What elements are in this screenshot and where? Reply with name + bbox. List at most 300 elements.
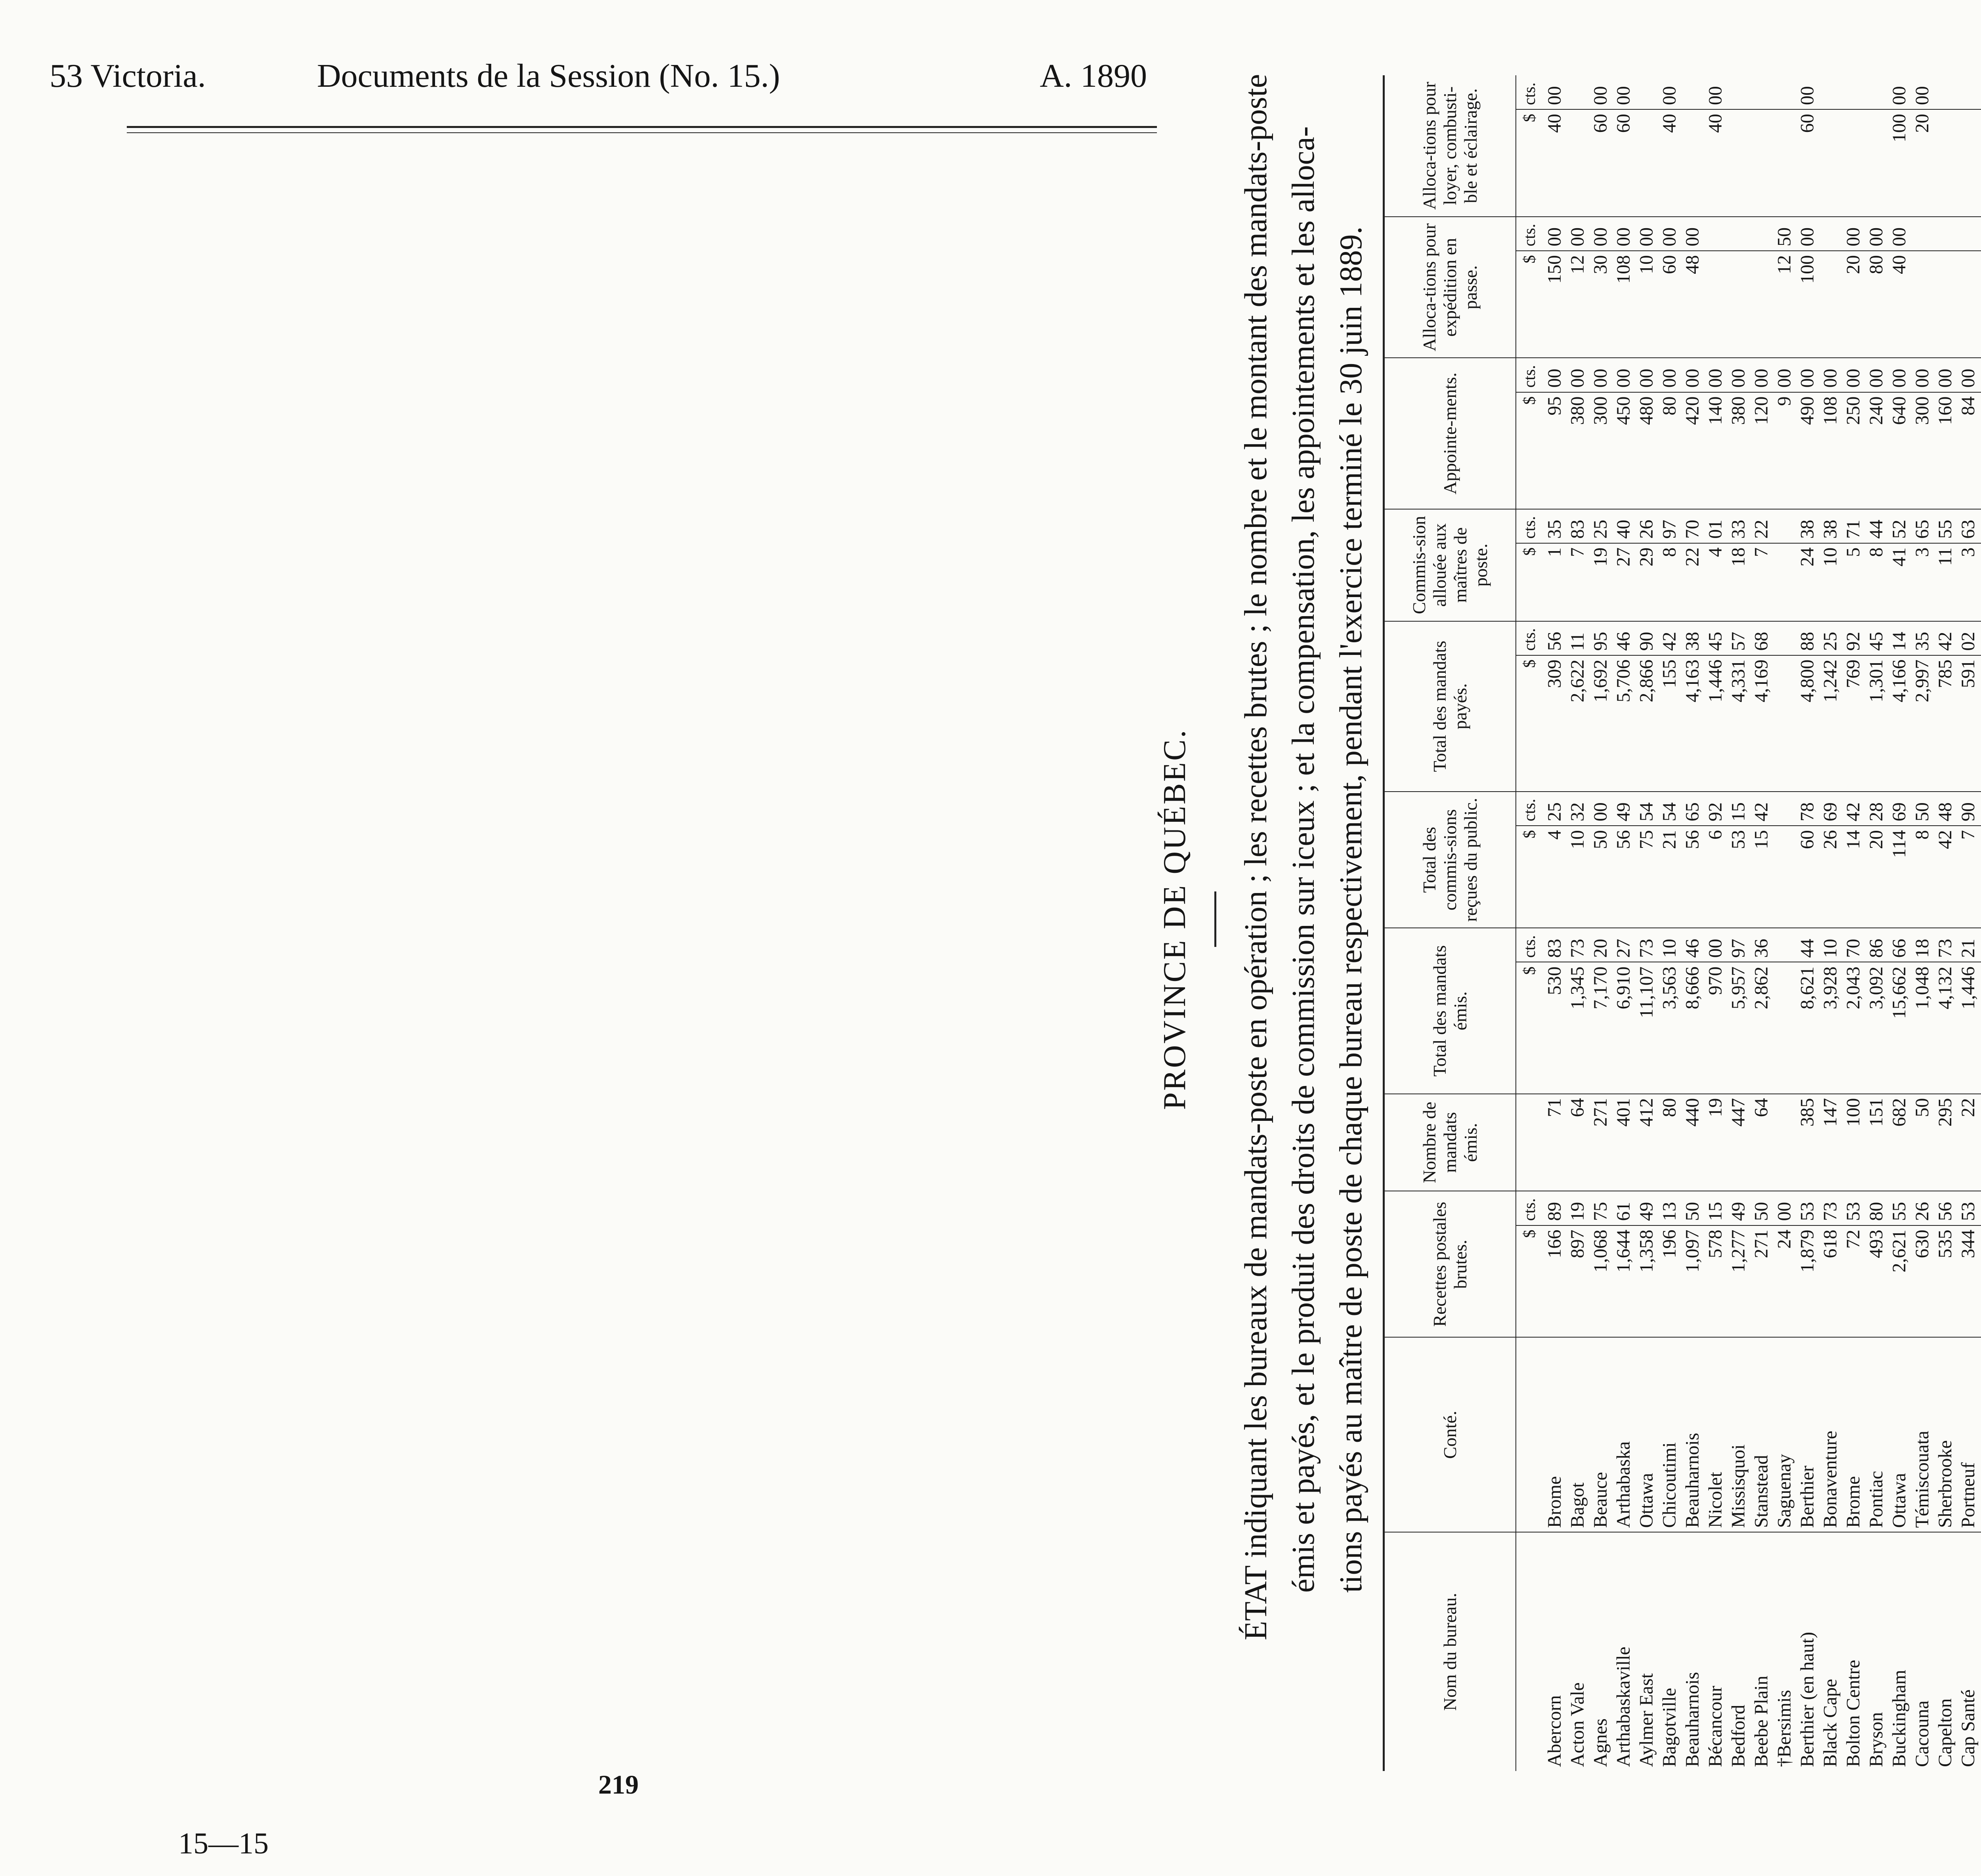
cell-alloc-loyer-cents: 00 (1658, 75, 1681, 109)
cell-total-emis-cents: 20 (1589, 928, 1612, 962)
cell-commissions-cents: 42 (1750, 792, 1773, 826)
table-row (1704, 75, 1727, 1771)
cell-total-payes-dollars: 5,706 (1612, 655, 1635, 792)
cell-alloc-expedition-cents (1911, 217, 1934, 251)
cell-total-emis-cents: 46 (1681, 928, 1704, 962)
cell-nombre: 50 (1911, 1094, 1934, 1191)
cell-recettes-cents: 61 (1612, 1191, 1635, 1225)
cell-total-payes-dollars: 155 (1658, 655, 1681, 792)
cell-total-emis-dollars: 3,092 (1865, 962, 1888, 1094)
col-header-nombre: Nombre de mandats émis. (1384, 1094, 1516, 1191)
cell-alloc-expedition-cents (1957, 217, 1980, 251)
table-row (1934, 75, 1957, 1771)
cell-commissions-cents: 78 (1796, 792, 1819, 826)
cell-recettes-dollars: 166 (1543, 1225, 1566, 1338)
cell-commissions-cents: 50 (1911, 792, 1934, 826)
cell-comte: Brome (1543, 1337, 1566, 1532)
cell-appointements-dollars: 640 (1888, 392, 1911, 509)
rotated-table-page (1125, 67, 1981, 1771)
cell-total-payes-dollars: 1,301 (1865, 655, 1888, 792)
cell-nombre: 447 (1727, 1094, 1750, 1191)
cell-commissions-dollars: 26 (1819, 826, 1842, 928)
col-header-bureau: Nom du bureau. (1384, 1532, 1516, 1771)
cell-commissions-cents: 32 (1566, 792, 1589, 826)
unit-dollar: $ (1516, 1225, 1543, 1338)
cell-bureau: Aylmer East (1636, 1673, 1657, 1767)
cell-alloc-loyer-cents (1842, 75, 1865, 109)
cell-appointements-cents: 00 (1727, 358, 1750, 392)
cell-appointements-dollars: 250 (1842, 392, 1865, 509)
table-row (1796, 75, 1819, 1771)
cell-commissions-cents: 90 (1957, 792, 1980, 826)
cell-commission-allouee-dollars: 8 (1658, 543, 1681, 621)
statement-title-line-2: émis et payés, et le produit des droits de commission sur iceux ; et la compensation, les appointements et les alloca- (1286, 126, 1321, 1593)
table-row (1888, 75, 1911, 1771)
cell-commissions-dollars: 75 (1635, 826, 1658, 928)
cell-alloc-expedition-dollars: 30 (1589, 251, 1612, 358)
cell-alloc-expedition-cents: 00 (1842, 217, 1865, 251)
cell-total-emis-cents: 27 (1612, 928, 1635, 962)
cell-appointements-dollars: 120 (1750, 392, 1773, 509)
cell-total-payes-cents (1773, 621, 1796, 655)
cell-alloc-expedition-dollars: 80 (1865, 251, 1888, 358)
cell-recettes-dollars: 1,068 (1589, 1225, 1612, 1338)
cell-alloc-expedition-cents: 00 (1888, 217, 1911, 251)
cell-alloc-loyer-dollars: 40 (1658, 109, 1681, 217)
cell-recettes-cents: 15 (1704, 1191, 1727, 1225)
cell-commission-allouee-dollars: 41 (1888, 543, 1911, 621)
unit-dollar: $ (1516, 251, 1543, 358)
cell-commissions-cents: 00 (1589, 792, 1612, 826)
cell-total-payes-dollars: 4,800 (1796, 655, 1819, 792)
unit-dollar: $ (1516, 826, 1543, 928)
cell-commissions-cents: 49 (1612, 792, 1635, 826)
cell-total-payes-dollars: 309 (1543, 655, 1566, 792)
cell-recettes-cents: 75 (1589, 1191, 1612, 1225)
cell-bureau: Bryson (1866, 1712, 1887, 1767)
cell-alloc-expedition-cents: 00 (1635, 217, 1658, 251)
cell-commission-allouee-cents: 71 (1842, 509, 1865, 543)
cell-total-payes-dollars: 4,166 (1888, 655, 1911, 792)
cell-recettes-cents: 56 (1934, 1191, 1957, 1225)
cell-commissions-cents: 69 (1819, 792, 1842, 826)
cell-alloc-expedition-dollars (1819, 251, 1842, 358)
cell-comte: Beauce (1589, 1337, 1612, 1532)
cell-alloc-loyer-dollars (1934, 109, 1957, 217)
cell-appointements-dollars: 300 (1911, 392, 1934, 509)
cell-commissions-cents: 25 (1543, 792, 1566, 826)
cell-alloc-loyer-cents (1727, 75, 1750, 109)
cell-total-payes-dollars: 2,622 (1566, 655, 1589, 792)
cell-commissions-dollars: 50 (1589, 826, 1612, 928)
cell-alloc-loyer-cents (1934, 75, 1957, 109)
cell-commission-allouee-cents: 70 (1681, 509, 1704, 543)
cell-commission-allouee-dollars: 27 (1612, 543, 1635, 621)
cell-total-emis-cents (1773, 928, 1796, 962)
cell-alloc-loyer-dollars (1819, 109, 1842, 217)
cell-commission-allouee-cents: 26 (1635, 509, 1658, 543)
cell-appointements-cents: 00 (1612, 358, 1635, 392)
cell-alloc-expedition-cents (1750, 217, 1773, 251)
cell-alloc-expedition-dollars (1704, 251, 1727, 358)
cell-appointements-dollars: 9 (1773, 392, 1796, 509)
cell-alloc-expedition-dollars: 20 (1842, 251, 1865, 358)
cell-total-emis-dollars: 1,446 (1957, 962, 1980, 1094)
cell-recettes-cents: 49 (1727, 1191, 1750, 1225)
table-row (1727, 75, 1750, 1771)
cell-commissions-cents (1773, 792, 1796, 826)
cell-recettes-dollars: 72 (1842, 1225, 1865, 1338)
cell-alloc-expedition-cents (1819, 217, 1842, 251)
cell-total-payes-cents: 92 (1842, 621, 1865, 655)
cell-total-emis-dollars: 3,928 (1819, 962, 1842, 1094)
cell-commission-allouee-dollars: 5 (1842, 543, 1865, 621)
cell-alloc-loyer-dollars: 60 (1796, 109, 1819, 217)
cell-total-payes-cents: 90 (1635, 621, 1658, 655)
cell-commission-allouee-dollars: 7 (1566, 543, 1589, 621)
cell-alloc-expedition-cents: 00 (1612, 217, 1635, 251)
cell-commission-allouee-dollars: 22 (1681, 543, 1704, 621)
unit-cents: cts. (1516, 509, 1543, 543)
cell-commissions-cents: 92 (1704, 792, 1727, 826)
cell-alloc-loyer-dollars (1635, 109, 1658, 217)
cell-commission-allouee-dollars: 11 (1934, 543, 1957, 621)
cell-alloc-loyer-dollars (1773, 109, 1796, 217)
cell-total-payes-dollars: 769 (1842, 655, 1865, 792)
cell-commission-allouee-dollars: 19 (1589, 543, 1612, 621)
cell-appointements-cents: 00 (1750, 358, 1773, 392)
cell-total-emis-cents: 73 (1566, 928, 1589, 962)
col-header-alloc-loyer: Alloca-tions pour loyer, combusti-ble et éclairage. (1384, 75, 1516, 217)
cell-total-payes-dollars: 4,331 (1727, 655, 1750, 792)
cell-total-emis-cents: 44 (1796, 928, 1819, 962)
cell-commissions-dollars: 4 (1543, 826, 1566, 928)
cell-commission-allouee-dollars: 4 (1704, 543, 1727, 621)
cell-commission-allouee-cents: 40 (1612, 509, 1635, 543)
cell-alloc-loyer-cents (1957, 75, 1980, 109)
cell-commission-allouee-cents: 01 (1704, 509, 1727, 543)
cell-commissions-dollars: 7 (1957, 826, 1980, 928)
cell-commission-allouee-dollars (1773, 543, 1796, 621)
table-row (1635, 75, 1658, 1771)
cell-bureau: Cap Santé (1958, 1689, 1979, 1767)
cell-alloc-expedition-dollars: 12 (1773, 251, 1796, 358)
cell-alloc-loyer-cents (1773, 75, 1796, 109)
cell-commission-allouee-cents: 63 (1957, 509, 1980, 543)
cell-recettes-dollars: 271 (1750, 1225, 1773, 1338)
cell-recettes-cents: 49 (1635, 1191, 1658, 1225)
cell-recettes-dollars: 1,097 (1681, 1225, 1704, 1338)
col-header-commission-allouee: Commis-sion allouée aux maîtres de poste. (1384, 509, 1516, 621)
cell-appointements-cents: 00 (1796, 358, 1819, 392)
unit-cents: cts. (1516, 928, 1543, 962)
unit-cents: cts. (1516, 621, 1543, 655)
cell-commission-allouee-cents: 65 (1911, 509, 1934, 543)
table-row (1658, 75, 1681, 1771)
cell-total-emis-dollars: 530 (1543, 962, 1566, 1094)
cell-total-payes-cents: 46 (1612, 621, 1635, 655)
signature-mark: 15—15 (178, 1827, 269, 1860)
unit-cents: cts. (1516, 1191, 1543, 1225)
cell-commissions-cents: 15 (1727, 792, 1750, 826)
cell-appointements-dollars: 420 (1681, 392, 1704, 509)
cell-total-emis-dollars: 7,170 (1589, 962, 1612, 1094)
cell-appointements-dollars: 95 (1543, 392, 1566, 509)
cell-alloc-loyer-dollars: 20 (1911, 109, 1934, 217)
cell-appointements-cents: 00 (1911, 358, 1934, 392)
cell-total-payes-dollars: 1,242 (1819, 655, 1842, 792)
cell-total-payes-cents: 57 (1727, 621, 1750, 655)
cell-alloc-expedition-dollars: 48 (1681, 251, 1704, 358)
cell-recettes-dollars: 2,621 (1888, 1225, 1911, 1338)
cell-recettes-cents: 26 (1911, 1191, 1934, 1225)
cell-commissions-cents: 65 (1681, 792, 1704, 826)
cell-appointements-dollars: 450 (1612, 392, 1635, 509)
cell-alloc-expedition-dollars (1957, 251, 1980, 358)
cell-commissions-dollars: 6 (1704, 826, 1727, 928)
cell-bureau: Black Cape (1820, 1679, 1841, 1767)
cell-alloc-loyer-dollars: 100 (1888, 109, 1911, 217)
cell-alloc-loyer-cents (1819, 75, 1842, 109)
unit-dollar: $ (1516, 655, 1543, 792)
cell-commission-allouee-cents: 55 (1934, 509, 1957, 543)
cell-comte: Pontiac (1865, 1337, 1888, 1532)
cell-bureau: Agnes (1590, 1718, 1611, 1767)
cell-recettes-cents: 80 (1865, 1191, 1888, 1225)
cell-total-emis-dollars: 8,621 (1796, 962, 1819, 1094)
cell-appointements-dollars: 84 (1957, 392, 1980, 509)
cell-commission-allouee-dollars: 24 (1796, 543, 1819, 621)
cell-commissions-dollars: 8 (1911, 826, 1934, 928)
cell-total-payes-dollars: 1,446 (1704, 655, 1727, 792)
cell-total-emis-dollars: 8,666 (1681, 962, 1704, 1094)
table-row (1773, 75, 1796, 1771)
cell-appointements-cents: 00 (1773, 358, 1796, 392)
cell-total-emis-dollars: 1,048 (1911, 962, 1934, 1094)
cell-appointements-cents: 00 (1957, 358, 1980, 392)
cell-comte: Bagot (1566, 1337, 1589, 1532)
cell-recettes-cents: 55 (1888, 1191, 1911, 1225)
cell-recettes-cents: 13 (1658, 1191, 1681, 1225)
cell-recettes-cents: 73 (1819, 1191, 1842, 1225)
cell-commission-allouee-cents: 35 (1543, 509, 1566, 543)
cell-appointements-cents: 00 (1704, 358, 1727, 392)
table-row (1842, 75, 1865, 1771)
cell-alloc-expedition-dollars (1727, 251, 1750, 358)
cell-commissions-cents: 54 (1635, 792, 1658, 826)
cell-alloc-expedition-cents (1934, 217, 1957, 251)
cell-nombre: 100 (1842, 1094, 1865, 1191)
cell-bureau: Buckingham (1889, 1670, 1910, 1767)
cell-bureau: Bagotville (1659, 1688, 1680, 1767)
cell-recettes-cents: 53 (1842, 1191, 1865, 1225)
cell-alloc-expedition-cents: 00 (1865, 217, 1888, 251)
cell-bureau: Arthabaskaville (1613, 1647, 1634, 1767)
cell-total-emis-cents: 73 (1934, 928, 1957, 962)
cell-commission-allouee-dollars: 18 (1727, 543, 1750, 621)
cell-commissions-dollars (1773, 826, 1796, 928)
cell-commissions-cents: 54 (1658, 792, 1681, 826)
cell-commissions-dollars: 56 (1681, 826, 1704, 928)
cell-comte: Brome (1842, 1337, 1865, 1532)
cell-commission-allouee-dollars: 1 (1543, 543, 1566, 621)
cell-appointements-dollars: 140 (1704, 392, 1727, 509)
cell-alloc-loyer-cents: 00 (1888, 75, 1911, 109)
cell-appointements-cents: 00 (1566, 358, 1589, 392)
cell-total-emis-cents: 70 (1842, 928, 1865, 962)
cell-total-payes-cents: 42 (1934, 621, 1957, 655)
cell-comte: Chicoutimi (1658, 1337, 1681, 1532)
cell-comte: Nicolet (1704, 1337, 1727, 1532)
cell-nombre: 22 (1957, 1094, 1980, 1191)
cell-alloc-loyer-dollars: 40 (1543, 109, 1566, 217)
cell-alloc-expedition-cents: 00 (1658, 217, 1681, 251)
cell-appointements-cents: 00 (1934, 358, 1957, 392)
cell-recettes-cents: 53 (1957, 1191, 1980, 1225)
cell-total-payes-dollars: 591 (1957, 655, 1980, 792)
cell-alloc-expedition-dollars (1934, 251, 1957, 358)
cell-alloc-loyer-dollars (1681, 109, 1704, 217)
cell-total-emis-dollars: 11,107 (1635, 962, 1658, 1094)
cell-appointements-dollars: 80 (1658, 392, 1681, 509)
cell-alloc-loyer-cents: 00 (1589, 75, 1612, 109)
cell-alloc-expedition-dollars (1750, 251, 1773, 358)
cell-recettes-dollars: 630 (1911, 1225, 1934, 1338)
header-document-title: Documents de la Session (No. 15.) (317, 57, 780, 94)
cell-recettes-cents: 19 (1566, 1191, 1589, 1225)
cell-nombre: 440 (1681, 1094, 1704, 1191)
cell-total-emis-cents: 00 (1704, 928, 1727, 962)
cell-alloc-expedition-cents: 00 (1543, 217, 1566, 251)
page-number: 219 (598, 1769, 639, 1800)
cell-nombre: 412 (1635, 1094, 1658, 1191)
cell-nombre: 271 (1589, 1094, 1612, 1191)
cell-bureau: Beauharnois (1682, 1672, 1703, 1767)
cell-comte: Arthabaska (1612, 1337, 1635, 1532)
cell-total-emis-cents: 73 (1635, 928, 1658, 962)
cell-total-payes-cents: 14 (1888, 621, 1911, 655)
cell-nombre: 295 (1934, 1094, 1957, 1191)
cell-total-emis-cents: 66 (1888, 928, 1911, 962)
cell-commission-allouee-cents: 83 (1566, 509, 1589, 543)
cell-total-payes-cents: 42 (1658, 621, 1681, 655)
cell-comte: Saguenay (1773, 1337, 1796, 1532)
unit-dollar: $ (1516, 392, 1543, 509)
cell-commissions-dollars: 14 (1842, 826, 1865, 928)
unit-cents: cts. (1516, 792, 1543, 826)
unit-cents: cts. (1516, 75, 1543, 109)
cell-commission-allouee-dollars: 7 (1750, 543, 1773, 621)
unit-cents: cts. (1516, 217, 1543, 251)
cell-bureau: Capelton (1935, 1698, 1956, 1767)
cell-appointements-dollars: 108 (1819, 392, 1842, 509)
cell-commissions-dollars: 53 (1727, 826, 1750, 928)
cell-appointements-cents: 00 (1543, 358, 1566, 392)
cell-commission-allouee-cents: 44 (1865, 509, 1888, 543)
cell-alloc-expedition-cents (1704, 217, 1727, 251)
cell-commissions-cents: 42 (1842, 792, 1865, 826)
cell-recettes-dollars: 24 (1773, 1225, 1796, 1338)
cell-total-payes-cents: 68 (1750, 621, 1773, 655)
cell-bureau: Bedford (1728, 1704, 1749, 1767)
cell-bureau: Bécancour (1705, 1685, 1726, 1767)
cell-comte: Berthier (1796, 1337, 1819, 1532)
cell-comte: Ottawa (1635, 1337, 1658, 1532)
cell-total-emis-dollars: 6,910 (1612, 962, 1635, 1094)
cell-alloc-loyer-dollars: 60 (1589, 109, 1612, 217)
cell-commission-allouee-dollars: 3 (1911, 543, 1934, 621)
cell-commissions-dollars: 21 (1658, 826, 1681, 928)
cell-total-emis-dollars: 3,563 (1658, 962, 1681, 1094)
col-header-recettes: Recettes postales brutes. (1384, 1191, 1516, 1338)
cell-commission-allouee-cents: 97 (1658, 509, 1681, 543)
cell-comte: Stanstead (1750, 1337, 1773, 1532)
cell-recettes-dollars: 897 (1566, 1225, 1589, 1338)
cell-alloc-loyer-dollars (1957, 109, 1980, 217)
cell-alloc-loyer-cents (1750, 75, 1773, 109)
cell-total-payes-cents: 02 (1957, 621, 1980, 655)
cell-commissions-dollars: 56 (1612, 826, 1635, 928)
cell-commission-allouee-dollars: 10 (1819, 543, 1842, 621)
header-rule (127, 126, 1157, 128)
unit-cents: cts. (1516, 358, 1543, 392)
cell-total-emis-dollars: 15,662 (1888, 962, 1911, 1094)
cell-comte: Sherbrooke (1934, 1337, 1957, 1532)
cell-recettes-dollars: 618 (1819, 1225, 1842, 1338)
cell-alloc-loyer-dollars (1750, 109, 1773, 217)
cell-alloc-expedition-cents: 00 (1566, 217, 1589, 251)
cell-alloc-expedition-cents: 50 (1773, 217, 1796, 251)
cell-total-payes-cents: 38 (1681, 621, 1704, 655)
cell-alloc-loyer-cents (1865, 75, 1888, 109)
cell-comte: Portneuf (1957, 1337, 1980, 1532)
cell-commission-allouee-cents: 52 (1888, 509, 1911, 543)
cell-recettes-cents: 89 (1543, 1191, 1566, 1225)
cell-appointements-dollars: 480 (1635, 392, 1658, 509)
cell-total-payes-dollars: 2,866 (1635, 655, 1658, 792)
unit-dollar: $ (1516, 109, 1543, 217)
cell-appointements-cents: 00 (1888, 358, 1911, 392)
cell-total-emis-dollars: 970 (1704, 962, 1727, 1094)
cell-total-emis-cents: 21 (1957, 928, 1980, 962)
cell-bureau: Cacouna (1912, 1700, 1933, 1767)
cell-nombre: 682 (1888, 1094, 1911, 1191)
cell-appointements-dollars: 240 (1865, 392, 1888, 509)
cell-recettes-dollars: 578 (1704, 1225, 1727, 1338)
cell-appointements-cents: 00 (1681, 358, 1704, 392)
statement-title (1232, 75, 1375, 1640)
col-header-total-emis: Total des mandats émis. (1384, 928, 1516, 1094)
cell-nombre: 80 (1658, 1094, 1681, 1191)
cell-alloc-expedition-dollars: 60 (1658, 251, 1681, 358)
cell-commissions-dollars: 114 (1888, 826, 1911, 928)
cell-alloc-expedition-dollars: 40 (1888, 251, 1911, 358)
statement-title-line-1: ÉTAT indiquant les bureaux de mandats-poste en opération ; les recettes brutes ; le nombre et le montant des mandats-poste (1239, 74, 1273, 1640)
cell-total-payes-dollars: 2,997 (1911, 655, 1934, 792)
cell-appointements-cents: 00 (1635, 358, 1658, 392)
cell-alloc-loyer-cents (1566, 75, 1589, 109)
table-row (1865, 75, 1888, 1771)
cell-appointements-dollars: 160 (1934, 392, 1957, 509)
cell-recettes-cents: 50 (1681, 1191, 1704, 1225)
cell-commission-allouee-cents: 33 (1727, 509, 1750, 543)
cell-total-payes-dollars: 4,169 (1750, 655, 1773, 792)
cell-appointements-dollars: 380 (1727, 392, 1750, 509)
cell-recettes-dollars: 1,879 (1796, 1225, 1819, 1338)
cell-total-emis-cents: 36 (1750, 928, 1773, 962)
cell-alloc-expedition-dollars: 150 (1543, 251, 1566, 358)
cell-alloc-loyer-dollars (1727, 109, 1750, 217)
